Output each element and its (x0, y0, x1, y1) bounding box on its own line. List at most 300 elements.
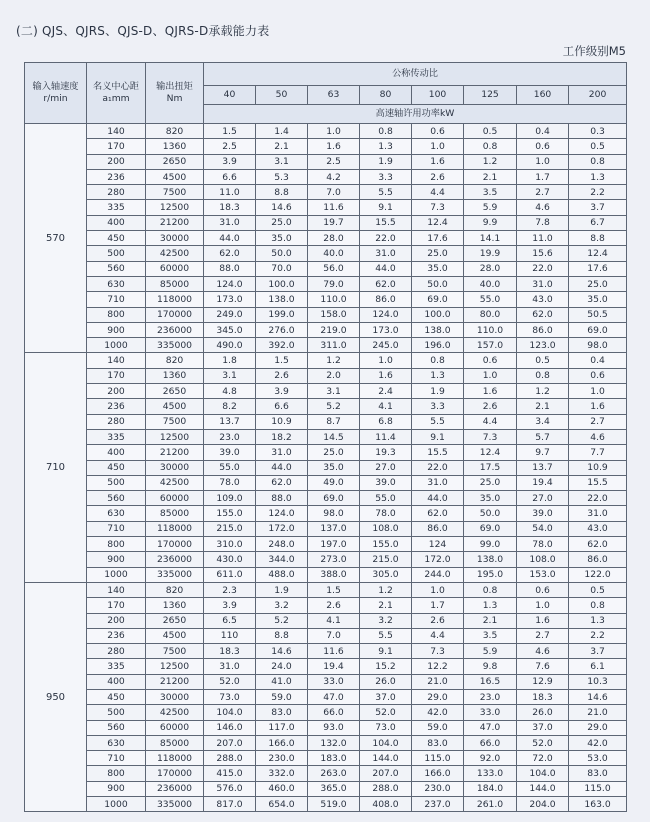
power-cell: 5.9 (464, 644, 517, 659)
power-cell: 8.8 (256, 185, 308, 200)
power-cell: 9.1 (360, 644, 412, 659)
torque-cell: 118000 (146, 292, 204, 307)
torque-cell: 118000 (146, 521, 204, 536)
power-cell: 9.7 (517, 445, 569, 460)
table-title: (二) QJS、QJRS、QJS-D、QJRS-D承载能力表 (16, 24, 270, 38)
power-cell: 18.3 (517, 689, 569, 704)
power-cell: 18.2 (256, 429, 308, 444)
header-ratio: 40 (204, 86, 256, 105)
power-cell: 0.5 (569, 139, 627, 154)
power-cell: 8.8 (569, 231, 627, 246)
torque-cell: 820 (146, 353, 204, 368)
power-cell: 196.0 (412, 338, 464, 353)
power-cell: 50.0 (412, 276, 464, 291)
center-distance-cell: 560 (87, 491, 146, 506)
table-row (25, 628, 627, 643)
power-cell: 3.9 (204, 154, 256, 169)
power-cell: 19.3 (360, 445, 412, 460)
power-cell: 310.0 (204, 537, 256, 552)
power-cell: 1.6 (308, 139, 360, 154)
table-row (25, 353, 627, 368)
power-cell: 13.7 (517, 460, 569, 475)
power-cell: 42.0 (569, 735, 627, 750)
power-cell: 80.0 (464, 307, 517, 322)
power-cell: 39.0 (204, 445, 256, 460)
power-cell: 14.1 (464, 231, 517, 246)
power-cell: 1.2 (464, 154, 517, 169)
table-row (25, 751, 627, 766)
power-cell: 6.6 (204, 169, 256, 184)
power-cell: 31.0 (517, 276, 569, 291)
table-row (25, 766, 627, 781)
power-cell: 4.4 (412, 185, 464, 200)
power-cell: 29.0 (569, 720, 627, 735)
power-cell: 611.0 (204, 567, 256, 582)
center-distance-cell: 900 (87, 322, 146, 337)
power-cell: 2.6 (464, 399, 517, 414)
power-cell: 245.0 (360, 338, 412, 353)
torque-cell: 85000 (146, 735, 204, 750)
power-cell: 62.0 (256, 475, 308, 490)
power-cell: 27.0 (517, 491, 569, 506)
power-cell: 16.5 (464, 674, 517, 689)
power-cell: 4.2 (308, 169, 360, 184)
power-cell: 8.7 (308, 414, 360, 429)
table-row (25, 705, 627, 720)
center-distance-cell: 710 (87, 292, 146, 307)
power-cell: 0.5 (517, 353, 569, 368)
power-cell: 37.0 (360, 689, 412, 704)
power-cell: 124.0 (256, 506, 308, 521)
power-cell: 93.0 (308, 720, 360, 735)
torque-cell: 820 (146, 582, 204, 597)
power-cell: 88.0 (256, 491, 308, 506)
power-cell: 576.0 (204, 781, 256, 796)
power-cell: 50.5 (569, 307, 627, 322)
power-cell: 21.0 (569, 705, 627, 720)
power-cell: 219.0 (308, 322, 360, 337)
power-cell: 2.3 (204, 582, 256, 597)
input-speed-cell: 710 (25, 353, 87, 582)
power-cell: 2.1 (464, 613, 517, 628)
table-header (25, 63, 627, 124)
torque-cell: 236000 (146, 781, 204, 796)
power-cell: 1.2 (308, 353, 360, 368)
power-cell: 104.0 (517, 766, 569, 781)
center-distance-cell: 500 (87, 475, 146, 490)
center-distance-cell: 630 (87, 276, 146, 291)
power-cell: 2.4 (360, 384, 412, 399)
power-cell: 24.0 (256, 659, 308, 674)
power-cell: 155.0 (204, 506, 256, 521)
power-cell: 25.0 (412, 246, 464, 261)
torque-cell: 2650 (146, 154, 204, 169)
power-cell: 22.0 (517, 261, 569, 276)
center-distance-cell: 800 (87, 537, 146, 552)
power-cell: 6.8 (360, 414, 412, 429)
center-distance-cell: 236 (87, 169, 146, 184)
power-cell: 25.0 (308, 445, 360, 460)
power-cell: 1.4 (256, 124, 308, 139)
power-cell: 92.0 (464, 751, 517, 766)
power-cell: 18.3 (204, 200, 256, 215)
table-row (25, 246, 627, 261)
power-cell: 244.0 (412, 567, 464, 582)
power-cell: 144.0 (517, 781, 569, 796)
power-cell: 62.0 (204, 246, 256, 261)
torque-cell: 1360 (146, 139, 204, 154)
power-cell: 172.0 (256, 521, 308, 536)
power-cell: 18.3 (204, 644, 256, 659)
table-row (25, 781, 627, 796)
power-cell: 26.0 (360, 674, 412, 689)
power-cell: 7.3 (412, 644, 464, 659)
power-cell: 8.2 (204, 399, 256, 414)
power-cell: 365.0 (308, 781, 360, 796)
power-cell: 138.0 (464, 552, 517, 567)
power-cell: 99.0 (464, 537, 517, 552)
power-cell: 55.0 (464, 292, 517, 307)
table-row (25, 169, 627, 184)
torque-cell: 12500 (146, 200, 204, 215)
power-cell: 3.1 (204, 368, 256, 383)
power-cell: 1.5 (308, 582, 360, 597)
center-distance-cell: 800 (87, 307, 146, 322)
power-cell: 0.6 (464, 353, 517, 368)
table-row (25, 613, 627, 628)
power-cell: 1.0 (464, 368, 517, 383)
torque-cell: 2650 (146, 384, 204, 399)
power-cell: 25.0 (256, 215, 308, 230)
header-input-speed-label: 输入轴速度 (32, 81, 79, 92)
torque-cell: 4500 (146, 169, 204, 184)
power-cell: 35.0 (569, 292, 627, 307)
power-cell: 31.0 (360, 246, 412, 261)
power-cell: 83.0 (256, 705, 308, 720)
power-cell: 1.0 (569, 384, 627, 399)
power-cell: 62.0 (360, 276, 412, 291)
power-cell: 263.0 (308, 766, 360, 781)
power-cell: 21.0 (412, 674, 464, 689)
power-cell: 230.0 (256, 751, 308, 766)
power-cell: 0.8 (569, 154, 627, 169)
header-ratio: 100 (412, 86, 464, 105)
center-distance-cell: 400 (87, 674, 146, 689)
power-cell: 28.0 (464, 261, 517, 276)
power-cell: 11.0 (204, 185, 256, 200)
torque-cell: 30000 (146, 231, 204, 246)
power-cell: 4.4 (464, 414, 517, 429)
power-cell: 4.1 (360, 399, 412, 414)
power-cell: 12.2 (412, 659, 464, 674)
power-cell: 1.0 (412, 139, 464, 154)
power-cell: 1.7 (517, 169, 569, 184)
power-cell: 44.0 (360, 261, 412, 276)
table-row (25, 231, 627, 246)
torque-cell: 1360 (146, 598, 204, 613)
center-distance-cell: 630 (87, 735, 146, 750)
power-cell: 11.0 (517, 231, 569, 246)
power-cell: 5.5 (412, 414, 464, 429)
center-distance-cell: 630 (87, 506, 146, 521)
torque-cell: 7500 (146, 414, 204, 429)
header-ratio: 50 (256, 86, 308, 105)
center-distance-cell: 236 (87, 399, 146, 414)
power-cell: 430.0 (204, 552, 256, 567)
power-cell: 7.3 (464, 429, 517, 444)
power-cell: 17.6 (412, 231, 464, 246)
power-cell: 4.1 (308, 613, 360, 628)
power-cell: 22.0 (412, 460, 464, 475)
power-cell: 35.0 (256, 231, 308, 246)
power-cell: 31.0 (204, 659, 256, 674)
power-cell: 1.7 (412, 598, 464, 613)
power-cell: 1.3 (360, 139, 412, 154)
power-cell: 173.0 (360, 322, 412, 337)
power-cell: 86.0 (412, 521, 464, 536)
power-cell: 17.6 (569, 261, 627, 276)
center-distance-cell: 140 (87, 582, 146, 597)
power-cell: 654.0 (256, 797, 308, 812)
power-cell: 5.2 (308, 399, 360, 414)
table-row (25, 322, 627, 337)
power-cell: 62.0 (569, 537, 627, 552)
torque-cell: 21200 (146, 445, 204, 460)
power-cell: 0.6 (569, 368, 627, 383)
torque-cell: 7500 (146, 644, 204, 659)
table-row (25, 491, 627, 506)
power-cell: 7.7 (569, 445, 627, 460)
power-cell: 14.6 (256, 644, 308, 659)
power-cell: 1.6 (464, 384, 517, 399)
power-cell: 104.0 (204, 705, 256, 720)
power-cell: 11.6 (308, 644, 360, 659)
power-cell: 15.2 (360, 659, 412, 674)
table-row (25, 261, 627, 276)
center-distance-cell: 400 (87, 215, 146, 230)
header-ratio-title: 公称传动比 (204, 63, 627, 86)
power-cell: 153.0 (517, 567, 569, 582)
power-cell: 7.8 (517, 215, 569, 230)
torque-cell: 30000 (146, 689, 204, 704)
table-row (25, 567, 627, 582)
power-cell: 62.0 (412, 506, 464, 521)
power-cell: 110.0 (464, 322, 517, 337)
power-cell: 110 (204, 628, 256, 643)
power-cell: 7.0 (308, 185, 360, 200)
power-cell: 344.0 (256, 552, 308, 567)
power-cell: 276.0 (256, 322, 308, 337)
center-distance-cell: 200 (87, 613, 146, 628)
power-cell: 215.0 (204, 521, 256, 536)
torque-cell: 85000 (146, 506, 204, 521)
torque-cell: 236000 (146, 552, 204, 567)
power-cell: 0.8 (569, 598, 627, 613)
power-cell: 3.1 (308, 384, 360, 399)
power-cell: 66.0 (464, 735, 517, 750)
power-cell: 10.9 (256, 414, 308, 429)
power-cell: 4.8 (204, 384, 256, 399)
power-cell: 248.0 (256, 537, 308, 552)
center-distance-cell: 1000 (87, 338, 146, 353)
power-cell: 184.0 (464, 781, 517, 796)
center-distance-cell: 560 (87, 720, 146, 735)
power-cell: 157.0 (464, 338, 517, 353)
power-cell: 5.3 (256, 169, 308, 184)
torque-cell: 335000 (146, 567, 204, 582)
power-cell: 2.7 (517, 185, 569, 200)
power-cell: 33.0 (308, 674, 360, 689)
power-cell: 204.0 (517, 797, 569, 812)
power-cell: 2.6 (412, 613, 464, 628)
power-cell: 22.0 (569, 491, 627, 506)
power-cell: 40.0 (308, 246, 360, 261)
table-row (25, 598, 627, 613)
table-row (25, 659, 627, 674)
table-row (25, 384, 627, 399)
power-cell: 47.0 (308, 689, 360, 704)
power-cell: 1.0 (412, 582, 464, 597)
power-cell: 4.4 (412, 628, 464, 643)
power-cell: 31.0 (569, 506, 627, 521)
table-row (25, 644, 627, 659)
power-cell: 2.7 (517, 628, 569, 643)
power-cell: 14.5 (308, 429, 360, 444)
power-cell: 88.0 (204, 261, 256, 276)
power-cell: 311.0 (308, 338, 360, 353)
power-cell: 1.6 (569, 399, 627, 414)
table-row (25, 460, 627, 475)
power-cell: 2.5 (308, 154, 360, 169)
input-speed-cell: 570 (25, 124, 87, 353)
power-cell: 55.0 (360, 491, 412, 506)
torque-cell: 335000 (146, 797, 204, 812)
power-cell: 14.6 (569, 689, 627, 704)
center-distance-cell: 900 (87, 781, 146, 796)
power-cell: 50.0 (256, 246, 308, 261)
power-cell: 43.0 (569, 521, 627, 536)
table-row (25, 368, 627, 383)
power-cell: 15.5 (360, 215, 412, 230)
power-cell: 158.0 (308, 307, 360, 322)
power-cell: 0.8 (412, 353, 464, 368)
power-cell: 62.0 (517, 307, 569, 322)
center-distance-cell: 1000 (87, 567, 146, 582)
power-cell: 15.5 (412, 445, 464, 460)
header-center-distance-unit: a₁mm (102, 93, 130, 104)
power-cell: 28.0 (308, 231, 360, 246)
power-cell: 25.0 (464, 475, 517, 490)
power-cell: 37.0 (517, 720, 569, 735)
power-cell: 207.0 (204, 735, 256, 750)
power-cell: 288.0 (204, 751, 256, 766)
power-cell: 0.8 (464, 139, 517, 154)
power-cell: 12.4 (412, 215, 464, 230)
power-cell: 49.0 (308, 475, 360, 490)
power-cell: 44.0 (204, 231, 256, 246)
power-cell: 230.0 (412, 781, 464, 796)
power-cell: 78.0 (517, 537, 569, 552)
table-row (25, 200, 627, 215)
center-distance-cell: 236 (87, 628, 146, 643)
power-cell: 124 (412, 537, 464, 552)
power-cell: 14.6 (256, 200, 308, 215)
header-ratio: 63 (308, 86, 360, 105)
power-cell: 137.0 (308, 521, 360, 536)
power-cell: 2.0 (308, 368, 360, 383)
center-distance-cell: 335 (87, 200, 146, 215)
center-distance-cell: 900 (87, 552, 146, 567)
power-cell: 144.0 (360, 751, 412, 766)
power-cell: 44.0 (412, 491, 464, 506)
power-cell: 100.0 (412, 307, 464, 322)
torque-cell: 4500 (146, 628, 204, 643)
table-body (25, 124, 627, 812)
center-distance-cell: 560 (87, 261, 146, 276)
power-cell: 5.7 (517, 429, 569, 444)
power-cell: 1.9 (412, 384, 464, 399)
table-row (25, 735, 627, 750)
table-row (25, 338, 627, 353)
torque-cell: 236000 (146, 322, 204, 337)
power-cell: 2.1 (360, 598, 412, 613)
power-cell: 13.7 (204, 414, 256, 429)
power-cell: 133.0 (464, 766, 517, 781)
power-cell: 207.0 (360, 766, 412, 781)
header-ratio: 160 (517, 86, 569, 105)
torque-cell: 21200 (146, 215, 204, 230)
power-cell: 39.0 (360, 475, 412, 490)
power-cell: 52.0 (204, 674, 256, 689)
center-distance-cell: 710 (87, 751, 146, 766)
header-output-torque-unit: Nm (166, 93, 183, 104)
torque-cell: 60000 (146, 720, 204, 735)
power-cell: 35.0 (308, 460, 360, 475)
table-row (25, 124, 627, 139)
table-row (25, 276, 627, 291)
center-distance-cell: 200 (87, 154, 146, 169)
power-cell: 4.6 (517, 644, 569, 659)
power-cell: 83.0 (569, 766, 627, 781)
table-row (25, 537, 627, 552)
table-row (25, 185, 627, 200)
power-cell: 0.8 (517, 368, 569, 383)
center-distance-cell: 1000 (87, 797, 146, 812)
power-cell: 488.0 (256, 567, 308, 582)
power-cell: 10.9 (569, 460, 627, 475)
power-cell: 108.0 (517, 552, 569, 567)
header-center-distance (87, 63, 146, 124)
power-cell: 10.3 (569, 674, 627, 689)
power-cell: 1.3 (412, 368, 464, 383)
torque-cell: 42500 (146, 475, 204, 490)
power-cell: 23.0 (464, 689, 517, 704)
power-cell: 35.0 (464, 491, 517, 506)
center-distance-cell: 280 (87, 185, 146, 200)
torque-cell: 170000 (146, 537, 204, 552)
torque-cell: 170000 (146, 766, 204, 781)
power-cell: 9.8 (464, 659, 517, 674)
center-distance-cell: 170 (87, 598, 146, 613)
table-row (25, 429, 627, 444)
power-cell: 1.9 (256, 582, 308, 597)
center-distance-cell: 140 (87, 124, 146, 139)
power-cell: 27.0 (360, 460, 412, 475)
table-row (25, 399, 627, 414)
power-cell: 460.0 (256, 781, 308, 796)
power-cell: 166.0 (256, 735, 308, 750)
power-cell: 6.5 (204, 613, 256, 628)
